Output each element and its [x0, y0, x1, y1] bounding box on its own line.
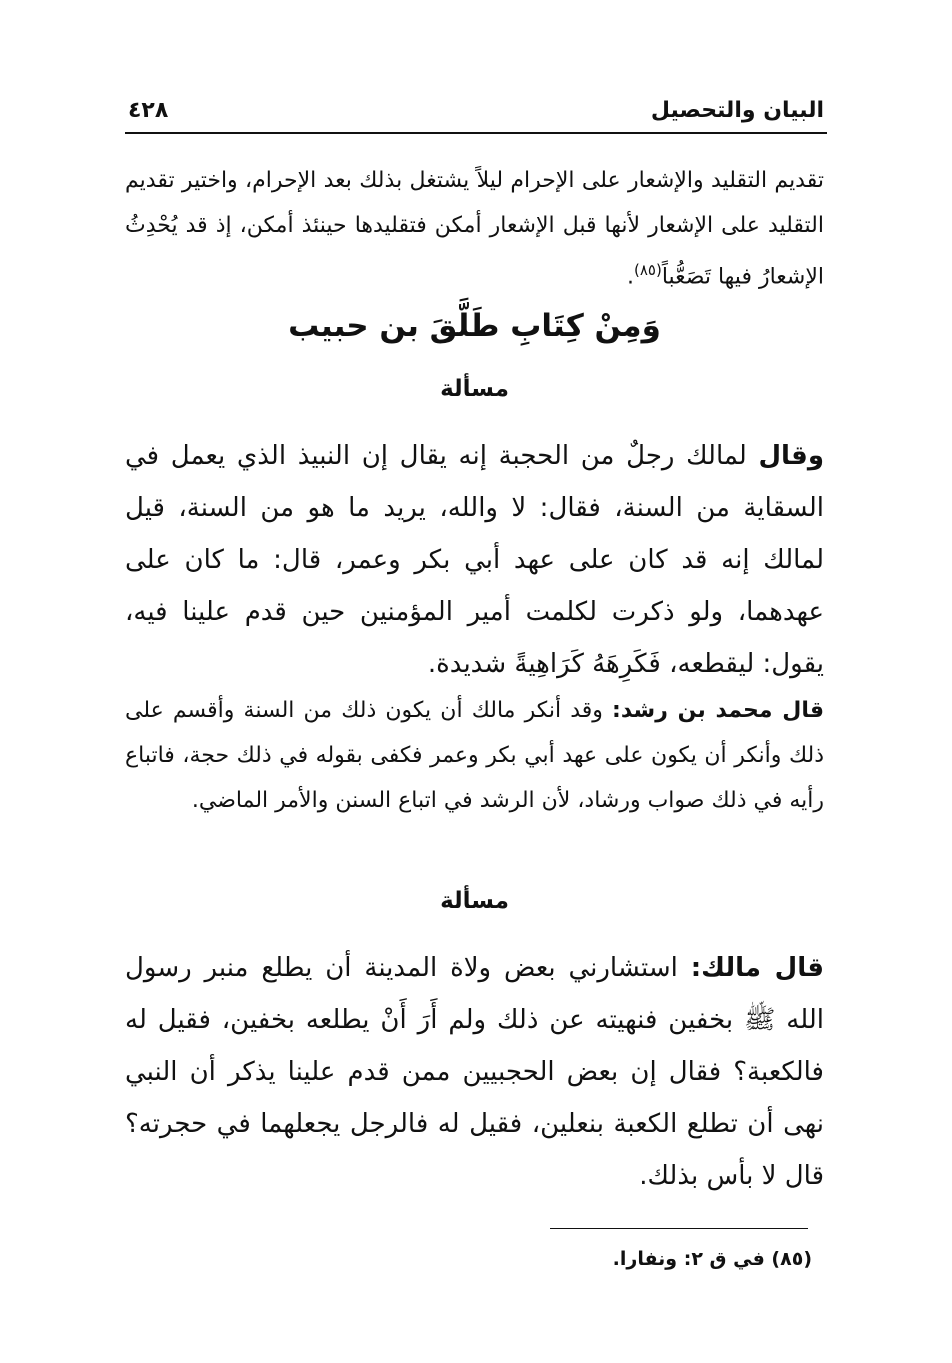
header-rule [125, 132, 827, 134]
section1-paragraph-2 [125, 688, 824, 823]
section-title-2: مسألة [440, 888, 509, 914]
paragraph-text: استشارني بعض ولاة المدينة أن يطلع منبر رسول الله ﷺ بخفين فنهيته عن ذلك ولم أَرَ أَنْ يطلعه بخفين، فقيل له فالكعبة؟ فقال إن بعض الحجبيين ممن قدم علينا يذكر أن النبي نهى أن تطلع الكعبة بنعلين، فقيل له فالرجل يجعلهما في حجرته؟ قال لا بأس بذلك. [125, 953, 824, 1191]
intro-end: . [626, 264, 634, 290]
section2-paragraph-1 [125, 942, 824, 1202]
commentary-text: وقد أنكر مالك أن يكون ذلك من السنة وأقسم على ذلك وأنكر أن يكون على عهد أبي بكر وعمر فكفى بقوله في ذلك حجة، فاتباع رأيه في ذلك صواب ورشاد، لأن الرشد في اتباع السنن والأمر الماضي. [125, 698, 824, 813]
footnote: (٨٥) في ق ٢: ونفارا. [612, 1248, 812, 1270]
paragraph-lead: قال مالك: [690, 953, 824, 983]
running-title: البيان والتحصيل [650, 97, 824, 123]
commentary-lead: قال محمد بن رشد: [612, 698, 824, 723]
intro-paragraph [125, 158, 824, 299]
intro-text: تقديم التقليد والإشعار على الإحرام ليلاً يشتغل بذلك بعد الإحرام، واختير تقديم التقليد على الإشعار لأنها قبل الإشعار أمكن فتقليدها حينئذ أمكن، إذ قد يُحْدِثُ الإشعارُ فيها تَصَعُّباً [125, 168, 824, 290]
section1-paragraph-1 [125, 430, 824, 690]
chapter-title: وَمِنْ كِتَابِ طَلَّقَ بن حبيب [288, 308, 661, 344]
footnote-reference[interactable]: (٨٥) [633, 261, 662, 279]
paragraph-text: لمالك رجلٌ من الحجبة إنه يقال إن النبيذ الذي يعمل في السقاية من السنة، فقال: لا والله، يريد ما هو من السنة، قيل لمالك إنه قد كان على عهد أبي بكر وعمر، قال: ما كان على عهدهما، ولو ذكرت لكلمت أمير المؤمنين حين قدم علينا فيه، يقول: ليقطعه، فَكَرِهَهُ كَرَاهِيةً شديدة. [125, 441, 824, 679]
paragraph-lead: وقال [758, 441, 824, 471]
page-number: ٤٢٨ [128, 97, 169, 123]
footnote-rule [550, 1228, 808, 1229]
running-header [128, 92, 824, 128]
section-title-1: مسألة [440, 376, 509, 402]
